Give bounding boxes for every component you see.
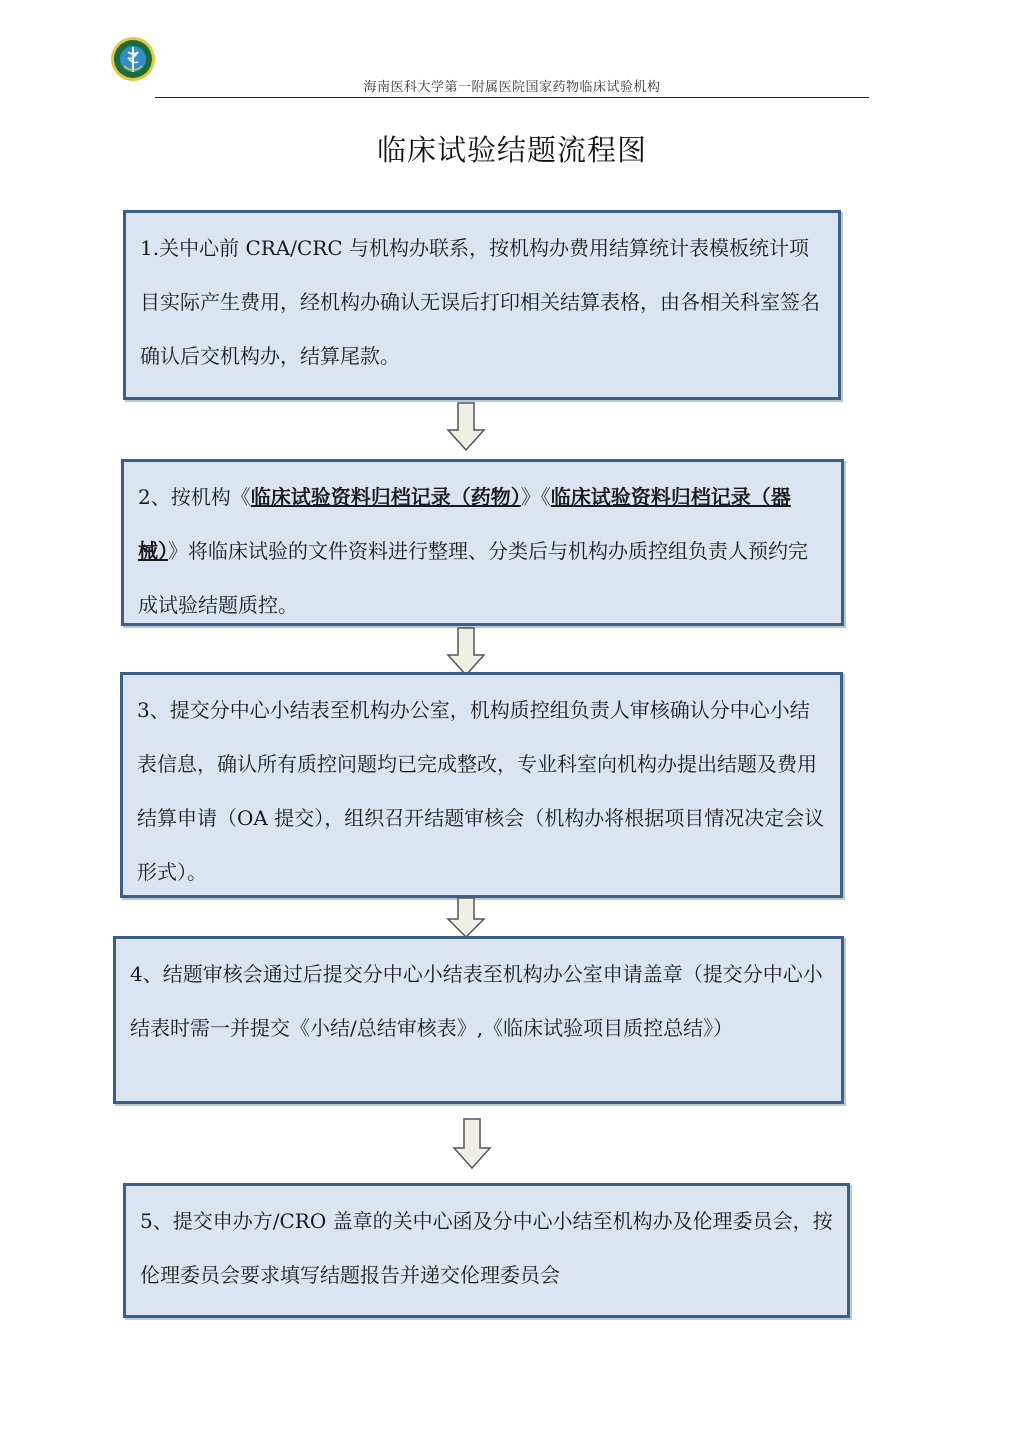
header-divider — [155, 97, 869, 98]
step-2-link-drug-archive[interactable]: 临床试验资料归档记录（药物） — [250, 485, 521, 509]
step-2-suffix: 》将临床试验的文件资料进行整理、分类后与机构办质控组负责人预约完成试验结题质控。 — [138, 539, 808, 617]
arrow-down-icon — [452, 1118, 492, 1170]
hospital-emblem-icon — [110, 36, 156, 82]
header-institution: 海南医科大学第一附属医院国家药物临床试验机构 — [363, 80, 661, 95]
arrow-down-icon — [446, 627, 486, 677]
step-4-box — [113, 936, 844, 1104]
step-1-box — [123, 210, 841, 400]
step-5-box — [123, 1183, 850, 1318]
page-title: 临床试验结题流程图 — [376, 133, 647, 167]
step-5-text: 5、提交申办方/CRO 盖章的关中心函及分中心小结至机构办及伦理委员会，按伦理委员会要求填写结题报告并递交伦理委员会 — [140, 1209, 833, 1287]
arrow-down-icon — [446, 402, 486, 452]
arrow-down-icon — [446, 897, 486, 939]
step-3-box — [120, 672, 843, 898]
step-1-text: 1.关中心前 CRA/CRC 与机构办联系，按机构办费用结算统计表模板统计项目实际产生费用，经机构办确认无误后打印相关结算表格，由各相关科室签名确认后交机构办，结算尾款。 — [140, 236, 820, 368]
step-3-text: 3、提交分中心小结表至机构办公室，机构质控组负责人审核确认分中心小结表信息，确认所有质控问题均已完成整改，专业科室向机构办提出结题及费用结算申请（OA 提交），组织召开结题审核会（机构办将根据项目情况决定会议形式）。 — [137, 698, 825, 884]
step-2-prefix: 2、按机构《 — [138, 485, 251, 509]
step-4-text: 4、结题审核会通过后提交分中心小结表至机构办公室申请盖章（提交分中心小结表时需一并提交《小结/总结审核表》,《临床试验项目质控总结》） — [130, 962, 823, 1040]
step-2-link-device-archive[interactable]: 临床试验资料归档记录（器械） — [138, 485, 791, 563]
step-2-mid: 》《 — [520, 485, 551, 509]
step-2-box — [121, 459, 844, 626]
